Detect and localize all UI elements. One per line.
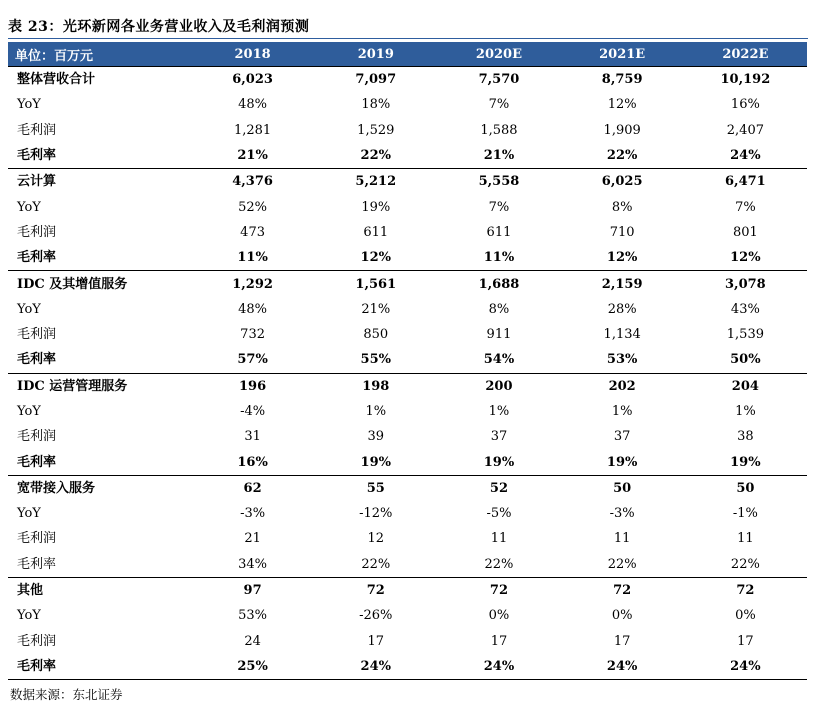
value-cell: -26% xyxy=(359,608,393,624)
yoy-row xyxy=(8,603,807,628)
segment-group xyxy=(8,373,807,475)
gross-profit-row xyxy=(8,424,807,449)
value-cell: 22% xyxy=(361,556,391,572)
value-cell: 11 xyxy=(613,531,631,547)
value-cell: 8,759 xyxy=(561,67,684,93)
value-cell: 50 xyxy=(684,475,807,501)
value-cell: 52 xyxy=(437,475,560,501)
value-cell: 5,212 xyxy=(314,169,437,195)
segment-revenue-row xyxy=(8,577,807,603)
segment-group xyxy=(8,169,807,271)
value-cell: 732 xyxy=(240,327,265,343)
value-cell: 3,078 xyxy=(684,271,807,297)
value-cell: 17 xyxy=(737,633,754,649)
row-label: 毛利润 xyxy=(17,122,57,138)
yoy-row xyxy=(8,297,807,322)
value-cell: 200 xyxy=(437,373,560,399)
value-cell: 22% xyxy=(607,556,637,572)
row-label: YoY xyxy=(17,199,41,215)
value-cell: 25% xyxy=(191,654,314,680)
segment-revenue-row xyxy=(8,475,807,501)
yoy-row xyxy=(8,194,807,219)
row-label: 毛利润 xyxy=(17,531,57,547)
gross-margin-row xyxy=(8,654,807,680)
row-label: 毛利率 xyxy=(17,454,57,470)
row-label: IDC 运营管理服务 xyxy=(8,373,191,399)
value-cell: 8% xyxy=(611,199,633,215)
value-cell: 8% xyxy=(488,301,510,317)
year-header: 2021E xyxy=(561,42,684,67)
value-cell: 21 xyxy=(244,531,261,547)
row-label: YoY xyxy=(17,301,41,317)
value-cell: 55% xyxy=(360,352,391,368)
value-cell: 1% xyxy=(488,404,510,419)
value-cell: 38 xyxy=(737,429,754,445)
value-cell: 19% xyxy=(606,454,638,470)
row-label: 毛利润 xyxy=(17,633,57,649)
gross-margin-row xyxy=(8,245,807,271)
segment-revenue-row xyxy=(8,169,807,195)
value-cell: -5% xyxy=(486,506,512,522)
value-cell: 198 xyxy=(314,373,437,399)
value-cell: 72 xyxy=(684,577,807,603)
row-label: YoY xyxy=(17,404,41,419)
value-cell: 2,407 xyxy=(726,122,764,138)
value-cell: 18% xyxy=(361,97,391,113)
value-cell: 11 xyxy=(490,531,508,547)
gross-profit-row xyxy=(8,526,807,551)
value-cell: 22% xyxy=(606,148,638,164)
value-cell: 19% xyxy=(361,199,391,215)
value-cell: 801 xyxy=(732,224,758,240)
value-cell: 16% xyxy=(237,454,268,470)
value-cell: 19% xyxy=(360,454,391,470)
value-cell: 473 xyxy=(240,224,265,240)
value-cell: 6,025 xyxy=(561,169,684,195)
row-label: 毛利润 xyxy=(17,429,57,445)
row-label: 毛利率 xyxy=(17,556,57,572)
yoy-row xyxy=(8,399,807,424)
value-cell: 11 xyxy=(737,531,754,547)
value-cell: 24 xyxy=(244,633,261,649)
row-label: 毛利率 xyxy=(8,654,191,680)
value-cell: -1% xyxy=(732,506,758,522)
forecast-table xyxy=(8,42,807,680)
value-cell: 12% xyxy=(607,97,637,113)
value-cell: 72 xyxy=(561,577,684,603)
value-cell: 710 xyxy=(609,224,635,240)
value-cell: 19% xyxy=(483,454,515,470)
value-cell: 17 xyxy=(490,633,508,649)
value-cell: 24% xyxy=(684,654,807,680)
value-cell: 611 xyxy=(363,224,389,240)
value-cell: 37 xyxy=(490,429,508,445)
header-row xyxy=(8,42,807,67)
value-cell: 43% xyxy=(730,301,760,317)
year-header: 2019 xyxy=(314,42,437,67)
value-cell: 7% xyxy=(488,97,510,113)
value-cell: 12% xyxy=(606,250,638,266)
value-cell: 57% xyxy=(237,352,268,368)
value-cell: 50% xyxy=(730,352,761,368)
value-cell: 0% xyxy=(488,608,510,624)
value-cell: 12% xyxy=(360,250,391,266)
gross-margin-row xyxy=(8,143,807,169)
value-cell: 19% xyxy=(730,454,761,470)
title-divider xyxy=(8,38,808,39)
value-cell: -3% xyxy=(240,506,266,522)
value-cell: 50 xyxy=(561,475,684,501)
segment-group xyxy=(8,271,807,373)
segment-group xyxy=(8,67,807,169)
value-cell: 11% xyxy=(483,250,515,266)
value-cell: 22% xyxy=(360,148,391,164)
row-label: 毛利率 xyxy=(17,250,57,266)
value-cell: 72 xyxy=(437,577,560,603)
row-label: 宽带接入服务 xyxy=(8,475,191,501)
value-cell: 4,376 xyxy=(191,169,314,195)
value-cell: 1,529 xyxy=(357,122,395,138)
row-label: 毛利率 xyxy=(17,148,57,164)
value-cell: 12% xyxy=(730,250,761,266)
year-header: 2018 xyxy=(191,42,314,67)
value-cell: 53% xyxy=(606,352,638,368)
value-cell: 7,097 xyxy=(314,67,437,93)
value-cell: 204 xyxy=(684,373,807,399)
value-cell: 5,558 xyxy=(437,169,560,195)
value-cell: 0% xyxy=(611,608,633,624)
value-cell: 24% xyxy=(561,654,684,680)
value-cell: 17 xyxy=(367,633,385,649)
value-cell: 53% xyxy=(238,608,268,624)
value-cell: 6,471 xyxy=(684,169,807,195)
row-label: 整体营收合计 xyxy=(8,67,191,93)
value-cell: 10,192 xyxy=(684,67,807,93)
value-cell: 37 xyxy=(613,429,631,445)
segment-group xyxy=(8,577,807,679)
row-label: 毛利润 xyxy=(17,224,57,240)
gross-margin-row xyxy=(8,347,807,373)
value-cell: 21% xyxy=(361,301,391,317)
value-cell: 1% xyxy=(735,404,756,419)
value-cell: 24% xyxy=(437,654,560,680)
value-cell: 1,561 xyxy=(314,271,437,297)
gross-profit-row xyxy=(8,322,807,347)
value-cell: 24% xyxy=(730,148,761,164)
value-cell: 1,588 xyxy=(480,122,518,138)
value-cell: 1,292 xyxy=(191,271,314,297)
value-cell: 202 xyxy=(561,373,684,399)
yoy-row xyxy=(8,501,807,526)
value-cell: 0% xyxy=(735,608,756,624)
value-cell: 7% xyxy=(488,199,510,215)
value-cell: 21% xyxy=(483,148,515,164)
value-cell: 2,159 xyxy=(561,271,684,297)
value-cell: -3% xyxy=(609,506,635,522)
segment-revenue-row xyxy=(8,271,807,297)
value-cell: 97 xyxy=(191,577,314,603)
value-cell: 21% xyxy=(237,148,268,164)
segment-group xyxy=(8,475,807,577)
value-cell: 34% xyxy=(238,556,268,572)
value-cell: 1,909 xyxy=(603,122,641,138)
value-cell: 55 xyxy=(314,475,437,501)
value-cell: 24% xyxy=(314,654,437,680)
year-header: 2020E xyxy=(437,42,560,67)
value-cell: 1% xyxy=(611,404,633,419)
value-cell: 54% xyxy=(483,352,515,368)
value-cell: -12% xyxy=(359,506,393,522)
value-cell: 7,570 xyxy=(437,67,560,93)
row-label: 毛利率 xyxy=(17,352,57,368)
value-cell: 1,688 xyxy=(437,271,560,297)
value-cell: 39 xyxy=(367,429,385,445)
gross-margin-row xyxy=(8,449,807,475)
value-cell: 1,539 xyxy=(726,327,764,343)
value-cell: 1% xyxy=(365,404,387,419)
value-cell: 48% xyxy=(238,97,268,113)
value-cell: 611 xyxy=(486,224,512,240)
year-header: 2022E xyxy=(684,42,807,67)
value-cell: -4% xyxy=(240,404,266,419)
row-label: YoY xyxy=(17,97,41,113)
value-cell: 850 xyxy=(363,327,389,343)
value-cell: 7% xyxy=(735,199,756,215)
row-label: 云计算 xyxy=(8,169,191,195)
value-cell: 1,281 xyxy=(233,122,272,138)
value-cell: 31 xyxy=(244,429,261,445)
value-cell: 196 xyxy=(191,373,314,399)
row-label: IDC 及其增值服务 xyxy=(8,271,191,297)
value-cell: 6,023 xyxy=(191,67,314,93)
value-cell: 28% xyxy=(607,301,637,317)
row-label: 毛利润 xyxy=(17,327,57,343)
unit-label: 单位：百万元 xyxy=(8,42,191,67)
value-cell: 52% xyxy=(238,199,268,215)
value-cell: 11% xyxy=(237,250,268,266)
value-cell: 22% xyxy=(730,556,760,572)
value-cell: 12 xyxy=(367,531,385,547)
segment-revenue-row xyxy=(8,67,807,93)
table-title: 表 23：光环新网各业务营业收入及毛利润预测 xyxy=(8,19,310,35)
value-cell: 48% xyxy=(238,301,268,317)
row-label: YoY xyxy=(17,506,41,522)
value-cell: 911 xyxy=(486,327,512,343)
value-cell: 17 xyxy=(613,633,631,649)
value-cell: 22% xyxy=(484,556,514,572)
gross-profit-row xyxy=(8,220,807,245)
yoy-row xyxy=(8,92,807,117)
value-cell: 1,134 xyxy=(603,327,641,343)
value-cell: 72 xyxy=(314,577,437,603)
source-note: 数据来源：东北证券 xyxy=(10,687,123,702)
value-cell: 62 xyxy=(191,475,314,501)
row-label: YoY xyxy=(17,608,41,624)
segment-revenue-row xyxy=(8,373,807,399)
row-label: 其他 xyxy=(8,577,191,603)
gross-profit-row xyxy=(8,629,807,654)
value-cell: 16% xyxy=(730,97,760,113)
gross-profit-row xyxy=(8,118,807,143)
gross-margin-row xyxy=(8,552,807,578)
